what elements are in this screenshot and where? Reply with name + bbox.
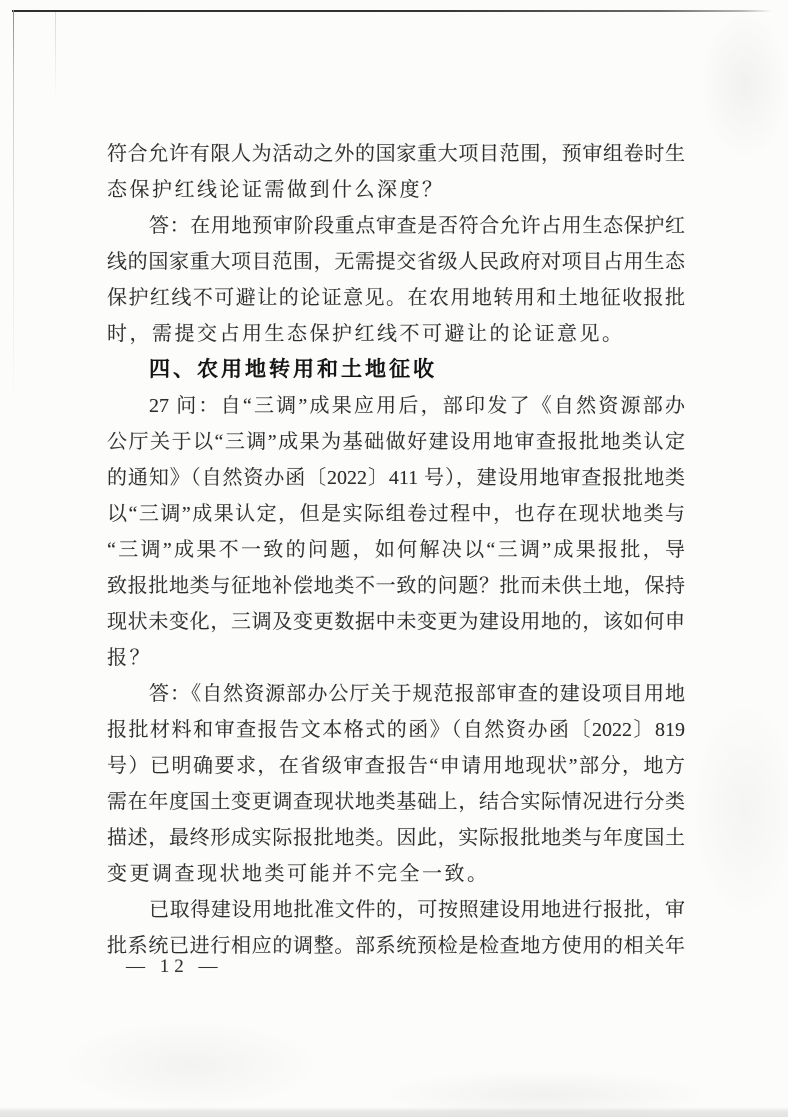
answer-line: 保护红线不可避让的论证意见。在农用地转用和土地征收报批 bbox=[107, 287, 685, 309]
answer-line: 号）已明确要求，在省级审查报告“申请用地现状”部分，地方 bbox=[107, 755, 685, 777]
question-line: “三调”成果不一致的问题，如何解决以“三调”成果报批，导 bbox=[107, 539, 685, 561]
scan-top-border-line bbox=[12, 10, 772, 12]
section-heading: 四、农用地转用和土地征收 bbox=[149, 358, 437, 381]
answer-line: 需在年度国土变更调查现状地类基础上，结合实际情况进行分类 bbox=[107, 791, 685, 813]
question-line: 现状未变化，三调及变更数据中未变更为建设用地的，该如何申 bbox=[107, 611, 685, 633]
question-line: 公厅关于以“三调”成果为基础做好建设用地审查报批地类认定 bbox=[107, 431, 685, 453]
question-line: 致报批地类与征地补偿地类不一致的问题？批而未供土地，保持 bbox=[107, 575, 685, 597]
scan-left-edge-line-faint bbox=[55, 12, 56, 102]
scan-smudge bbox=[690, 700, 788, 920]
text-line: 态保护红线论证需做到什么深度？ bbox=[107, 179, 445, 201]
question-line: 27 问：自“三调”成果应用后，部印发了《自然资源部办 bbox=[149, 395, 685, 417]
page-number: — 12 — bbox=[126, 956, 223, 977]
question-line: 的通知》（自然资办函〔2022〕411 号），建设用地审查报批地类 bbox=[107, 467, 685, 489]
answer-line: 报批材料和审查报告文本格式的函》（自然资办函〔2022〕819 bbox=[107, 719, 685, 741]
answer-line: 变更调查现状地类可能并不完全一致。 bbox=[107, 863, 490, 885]
question-line: 报？ bbox=[107, 647, 152, 669]
text-line: 符合允许有限人为活动之外的国家重大项目范围，预审组卷时生 bbox=[107, 143, 685, 165]
scan-smudge bbox=[60, 1020, 320, 1110]
answer-line: 描述，最终形成实际报批地类。因此，实际报批地类与年度国土 bbox=[107, 827, 685, 849]
scan-bottom-edge bbox=[0, 1107, 788, 1117]
answer-line: 答：《自然资源部办公厅关于规范报部审查的建设项目用地 bbox=[149, 683, 685, 705]
answer-line: 答：在用地预审阶段重点审查是否符合允许占用生态保护红 bbox=[149, 215, 685, 237]
document-body bbox=[107, 136, 685, 964]
answer-line: 批系统已进行相应的调整。部系统预检是检查地方使用的相关年 bbox=[107, 935, 685, 957]
answer-line: 时，需提交占用生态保护红线不可避让的论证意见。 bbox=[107, 323, 625, 345]
answer-line: 已取得建设用地批准文件的，可按照建设用地进行报批，审 bbox=[149, 899, 685, 921]
question-line: 以“三调”成果认定，但是实际组卷过程中，也存在现状地类与 bbox=[107, 503, 685, 525]
scan-smudge bbox=[700, 10, 788, 160]
answer-line: 线的国家重大项目范围，无需提交省级人民政府对项目占用生态 bbox=[107, 251, 685, 273]
scan-left-edge-line bbox=[13, 10, 14, 410]
